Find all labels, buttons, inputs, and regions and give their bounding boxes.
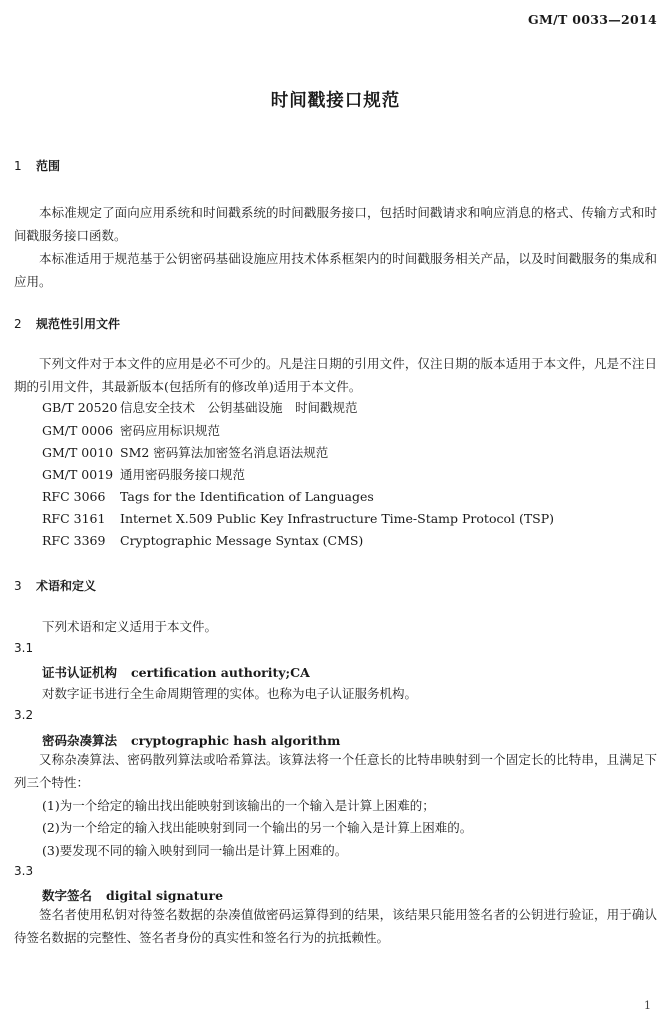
terms-intro: 下列术语和定义适用于本文件。: [42, 619, 218, 634]
section-title: 规范性引用文件: [36, 317, 121, 331]
reference-title: Tags for the Identification of Languages: [120, 489, 374, 504]
term-definition: 对数字证书进行全生命周期管理的实体。也称为电子认证服务机构。: [42, 686, 418, 701]
reference-item: [42, 422, 220, 440]
reference-title: 密码应用标识规范: [120, 423, 221, 438]
reference-title: SM2 密码算法加密签名消息语法规范: [120, 445, 329, 460]
section-heading-2: [14, 315, 120, 332]
reference-code: RFC 3369: [42, 533, 106, 548]
term-english: certification authority;CA: [131, 665, 310, 680]
scope-paragraph-1: 本标准规定了面向应用系统和时间戳系统的时间戳服务接口，包括时间戳请求和响应消息的格式、传输方式和时间戳服务接口函数。: [14, 205, 657, 243]
term-english: digital signature: [106, 888, 224, 903]
reference-title: Cryptographic Message Syntax (CMS): [120, 533, 364, 548]
reference-item: [42, 532, 363, 550]
term-chinese: 数字签名: [42, 888, 93, 903]
section-title: 术语和定义: [36, 579, 97, 593]
reference-item: [42, 510, 554, 528]
term-heading: [42, 886, 223, 904]
reference-code: RFC 3066: [42, 489, 106, 504]
reference-code: GM/T 0019: [42, 467, 114, 482]
reference-item: [42, 488, 374, 506]
reference-title: 信息安全技术 公钥基础设施 时间戳规范: [120, 400, 358, 415]
reference-title: Internet X.509 Public Key Infrastructure Time-Stamp Protocol (TSP): [120, 511, 555, 526]
normative-intro: 下列文件对于本文件的应用是必不可少的。凡是注日期的引用文件，仅注日期的版本适用于本文件，凡是不注日期的引用文件，其最新版本(包括所有的修改单)适用于本文件。: [14, 356, 657, 394]
term-number: 3.2: [14, 708, 34, 722]
term-number: 3.1: [14, 641, 34, 655]
section-title: 范围: [36, 159, 61, 173]
reference-code: GM/T 0010: [42, 445, 114, 460]
reference-code: GB/T 20520: [42, 400, 118, 415]
reference-code: GM/T 0006: [42, 423, 114, 438]
term-heading: [42, 731, 340, 749]
property-item: (2)为一个给定的输入找出能映射到同一个输出的另一个输入是计算上困难的。: [42, 820, 473, 835]
term-definition: 签名者使用私钥对待签名数据的杂凑值做密码运算得到的结果，该结果只能用签名者的公钥进行验证，用于确认待签名数据的完整性、签名者身份的真实性和签名行为的抗抵赖性。: [14, 907, 657, 945]
reference-item: [42, 444, 328, 462]
section-number: 1: [14, 159, 22, 173]
section-number: 3: [14, 579, 22, 593]
term-chinese: 证书认证机构: [42, 665, 118, 680]
term-definition: 又称杂凑算法、密码散列算法或哈希算法。该算法将一个任意长的比特串映射到一个固定长的比特串，且满足下列三个特性：: [14, 752, 657, 790]
property-item: (1)为一个给定的输出找出能映射到该输出的一个输入是计算上困难的；: [42, 798, 435, 813]
term-heading: [42, 663, 310, 681]
term-english: cryptographic hash algorithm: [131, 733, 341, 748]
section-number: 2: [14, 317, 22, 331]
reference-item: [42, 399, 358, 417]
standard-code-header: GM/T 0033—2014: [527, 12, 657, 27]
section-heading-1: [14, 157, 60, 174]
section-heading-3: [14, 577, 96, 594]
reference-item: [42, 466, 245, 484]
document-title: 时间戳接口规范: [270, 91, 401, 111]
scope-paragraph-2: 本标准适用于规范基于公钥密码基础设施应用技术体系框架内的时间戳服务相关产品，以及时间戳服务的集成和应用。: [14, 251, 657, 289]
reference-code: RFC 3161: [42, 511, 106, 526]
reference-title: 通用密码服务接口规范: [120, 467, 246, 482]
term-number: 3.3: [14, 864, 34, 878]
property-item: (3)要发现不同的输入映射到同一输出是计算上困难的。: [42, 843, 348, 858]
term-chinese: 密码杂凑算法: [42, 733, 118, 748]
page-number: 1: [644, 999, 651, 1012]
